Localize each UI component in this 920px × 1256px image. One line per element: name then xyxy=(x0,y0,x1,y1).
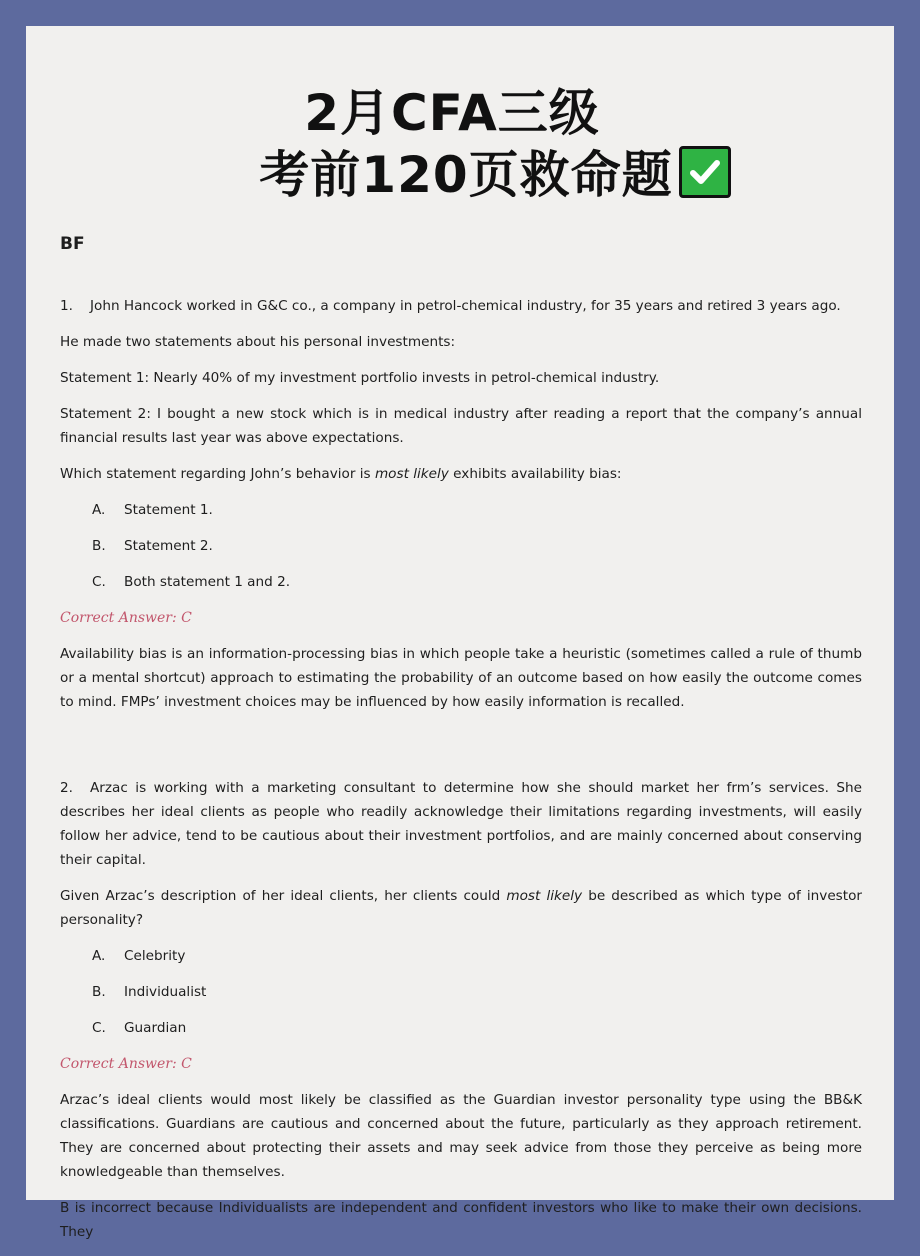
title-line-2-text: 考前120页救命题 xyxy=(259,146,673,204)
option-letter: B. xyxy=(92,538,106,554)
prompt-text: be described as which type of investor personality? xyxy=(60,888,863,928)
question-1-paragraph: He made two statements about his personal investments: xyxy=(60,334,456,350)
section-heading: BF xyxy=(60,234,85,254)
option-letter: B. xyxy=(92,984,106,1000)
page-title xyxy=(26,82,894,206)
statement-1: Statement 1: Nearly 40% of my investment portfolio invests in petrol-chemical industry. xyxy=(60,370,660,386)
option-text: Guardian xyxy=(124,1020,187,1036)
question-text: John Hancock worked in G&C co., a company in petrol-chemical industry, for 35 years and retired 3 years ago. xyxy=(90,298,841,314)
prompt-emphasis: most likely xyxy=(506,888,583,904)
option-text: Both statement 1 and 2. xyxy=(124,574,291,590)
prompt-text: Given Arzac’s description of her ideal clients, her clients could xyxy=(60,888,507,904)
option-b xyxy=(92,980,862,1004)
option-a xyxy=(92,944,862,968)
question-2-prompt xyxy=(60,884,862,932)
prompt-text: exhibits availability bias: xyxy=(448,466,622,482)
question-number: 2. xyxy=(60,780,73,796)
explanation-continued: B is incorrect because Individualists are independent and confident investors who like to make their own decisions. They xyxy=(60,1200,862,1240)
option-a xyxy=(92,498,862,522)
question-1 xyxy=(60,294,862,318)
prompt-emphasis: most likely xyxy=(374,466,449,482)
spacer xyxy=(60,726,862,776)
title-line-2 xyxy=(96,144,894,206)
option-text: Celebrity xyxy=(124,948,186,964)
question-1-prompt xyxy=(60,462,862,486)
option-letter: C. xyxy=(92,574,106,590)
explanation: Arzac’s ideal clients would most likely be classified as the Guardian investor personality type using the BB&K classifications. Guardians are cautious and concerned about the future, particularly as they approach retirement. They are concerned about protecting their assets and may seek advice from those they perceive as being more knowledgeable than themselves. xyxy=(60,1092,862,1180)
option-letter: C. xyxy=(92,1020,106,1036)
option-b xyxy=(92,534,862,558)
option-c xyxy=(92,570,862,594)
prompt-text: Which statement regarding John’s behavior is xyxy=(60,466,375,482)
document-page xyxy=(26,26,894,1240)
question-text: Arzac is working with a marketing consultant to determine how she should market her frm’s services. She describes her ideal clients as people who readily acknowledge their limitations regarding investments, will easily follow her advice, tend to be cautious about their investment portfolios, and are mainly concerned about conserving their capital. xyxy=(60,780,862,868)
statement-2: Statement 2: I bought a new stock which is in medical industry after reading a report that the company’s annual financial results last year was above expectations. xyxy=(60,406,862,446)
title-line-1: 2月CFA三级 xyxy=(304,84,600,142)
option-text: Statement 2. xyxy=(124,538,213,554)
question-2 xyxy=(60,776,862,872)
correct-answer: Correct Answer: C xyxy=(60,610,192,626)
check-mark-button-icon xyxy=(679,146,731,198)
option-c xyxy=(92,1016,862,1040)
question-number: 1. xyxy=(60,298,73,314)
option-text: Individualist xyxy=(124,984,207,1000)
explanation: Availability bias is an information-processing bias in which people take a heuristic (sometimes called a rule of thumb or a mental shortcut) approach to estimating the probability of an outcome based on how easily the outcome comes to mind. FMPs’ investment choices may be influenced by how easily information is recalled. xyxy=(60,646,862,710)
correct-answer: Correct Answer: C xyxy=(60,1056,192,1072)
document-body xyxy=(60,224,862,1256)
option-letter: A. xyxy=(92,948,106,964)
option-letter: A. xyxy=(92,502,106,518)
option-text: Statement 1. xyxy=(124,502,213,518)
